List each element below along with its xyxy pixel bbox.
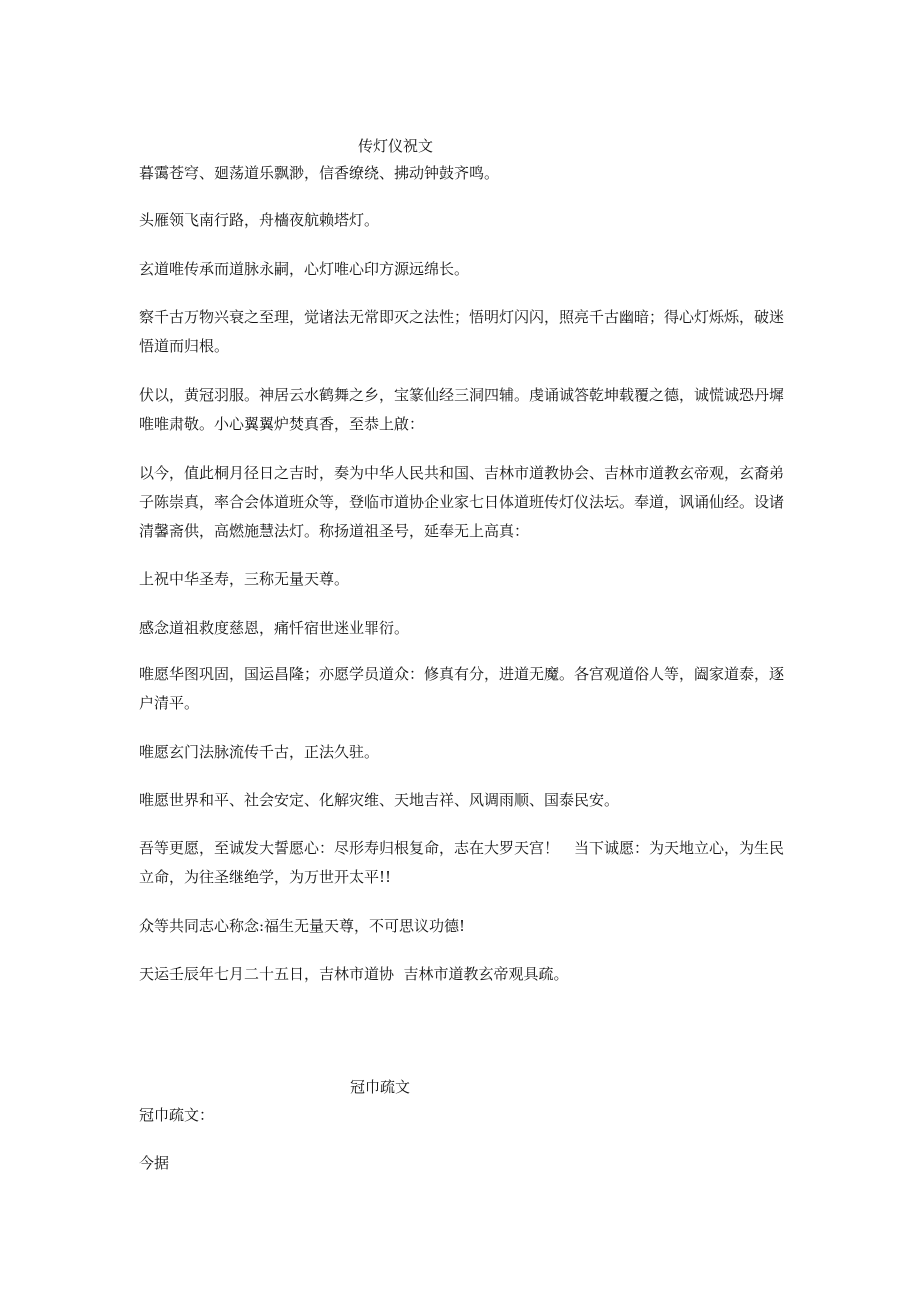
paragraph: 吾等更愿，至诚发大誓愿心：尽形寿归根复命，志在大罗天宫！ 当下诚愿：为天地立心，为生民立命，为往圣继绝学，为万世开太平!!: [139, 839, 785, 886]
paragraph: 唯愿玄门法脉流传千古，正法久驻。: [139, 743, 380, 761]
paragraph: 察千古万物兴衰之至理，觉诸法无常即灭之法性；悟明灯闪闪，照亮千古幽暗；得心灯烁烁，破迷悟道而归根。: [139, 308, 785, 355]
paragraph: 上祝中华圣寿，三称无量天尊。: [139, 570, 350, 588]
paragraph: 天运壬辰年七月二十五日，吉林市道协 吉林市道教玄帝观具疏。: [139, 965, 569, 983]
paragraph: 伏以，黄冠羽服。神居云水鹤舞之乡，宝篆仙经三洞四辅。虔诵诚答乾坤载覆之德，诚慌诚恐丹墀唯唯肃敬。小心翼翼炉焚真香，至恭上啟：: [139, 386, 785, 433]
paragraph: 头雁领飞南行路，舟檣夜航赖塔灯。: [139, 211, 380, 229]
section-title-guanjin: 冠巾疏文: [350, 1078, 411, 1096]
paragraph: 冠巾疏文：: [139, 1106, 215, 1124]
paragraph: 唯愿华图巩固，国运昌隆；亦愿学员道众：修真有分，进道无魔。各宫观道俗人等，阖家道泰，逐户清平。: [139, 665, 785, 712]
paragraph: 唯愿世界和平、社会安定、化解灾维、天地吉祥、风调雨顺、国泰民安。: [139, 791, 620, 809]
paragraph: 感念道祖救度慈恩，痛忏宿世迷业罪衍。: [139, 619, 410, 637]
paragraph: 玄道唯传承而道脉永嗣，心灯唯心印方源远绵长。: [139, 260, 470, 278]
paragraph: 众等共同志心称念:福生无量天尊，不可思议功德!: [139, 917, 466, 935]
paragraph: 今据: [139, 1154, 170, 1172]
paragraph: 暮霭苍穹、廻荡道乐飘渺，信香缭绕、拂动钟鼓齐鸣。: [139, 164, 500, 182]
paragraph: 以今，值此桐月径日之吉时，奏为中华人民共和国、吉林市道教协会、吉林市道教玄帝观，玄裔弟子陈崇真，率合会体道班众等，登临市道协企业家七日体道班传灯仪法坛。奉道，讽诵仙经。设诸清馨斋供，高燃施慧法灯。称扬道祖圣号，延奉无上高真：: [139, 464, 785, 540]
section-title-chuandeng: 传灯仪祝文: [358, 137, 434, 155]
